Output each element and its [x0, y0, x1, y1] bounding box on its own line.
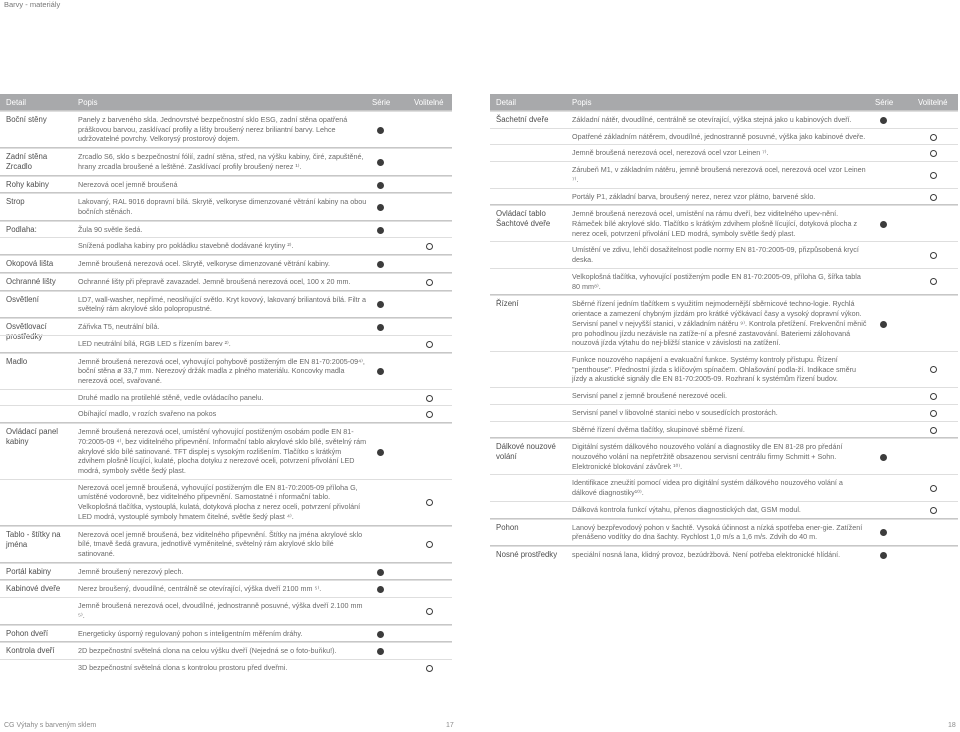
- standard-dot-icon: [377, 324, 384, 331]
- group-label: Zadní stěna Zrcadlo: [6, 152, 48, 172]
- header-detail: Detail: [496, 98, 516, 107]
- spec-group: [490, 518, 958, 545]
- group-label: Ovládací tablo Šachtové dveře: [496, 209, 551, 229]
- spec-group: [0, 317, 452, 351]
- optional-circle-icon: [930, 194, 937, 201]
- row-description: 3D bezpečnostní světelná clona s kontrolou prostoru před dveřmi.: [78, 663, 288, 673]
- row-description: Identifikace zneužití pomocí videa pro digitální systém dálkového nouzového volání a dálkové diagnostiky¹⁰⁾.: [572, 478, 843, 498]
- standard-dot-icon: [377, 204, 384, 211]
- row-description: Portály P1, základní barva, broušený nerez, nerez vzor plátno, barvené sklo.: [572, 191, 816, 201]
- standard-dot-icon: [377, 586, 384, 593]
- optional-circle-icon: [426, 341, 433, 348]
- standard-dot-icon: [880, 552, 887, 559]
- spec-row: [0, 255, 452, 272]
- spec-row: [490, 546, 958, 563]
- spec-row: [0, 335, 452, 352]
- spec-row: [490, 128, 958, 145]
- spec-row: [490, 421, 958, 438]
- row-description: Obíhající madlo, v rozích svařeno na pokos: [78, 409, 217, 419]
- spec-row: [490, 268, 958, 294]
- standard-dot-icon: [377, 261, 384, 268]
- spec-row: [490, 438, 958, 474]
- spec-group: [0, 352, 452, 423]
- standard-dot-icon: [377, 227, 384, 234]
- spec-row: [0, 642, 452, 659]
- standard-dot-icon: [377, 449, 384, 456]
- spec-group: [0, 175, 452, 193]
- row-description: Jemně broušená nerezová ocel, umístění vyhovující postiženým osobám podle EN 81-70:2005-09 ⁴⁾, bez viditelného připevnění. Informační tablo akrylové sklo bílé, světelný rám akrylové sklo bílé satinované. TFT displej s vysokým rozlišením. Tlačítko s krátkým zdvihem plošně lícující, kulaté, plocha dotyku z nerezové oceli, potvrzení přivolání LED modrá, symboly světle šedý plast.: [78, 427, 367, 475]
- row-description: LED neutrální bílá, RGB LED s řízením barev ²⁾.: [78, 338, 231, 348]
- group-label: Strop: [6, 197, 25, 207]
- spec-group: [0, 641, 452, 675]
- row-description: Jemně broušená nerezová ocel, vyhovující pohybově postiženým dle EN 81-70:2005-09⁴⁾, boční stěna ø 33,7 mm. Nerezový držák madla z plného materiálu. Koncovky madla nerezová ocel, svařované.: [78, 356, 365, 385]
- spec-group: [0, 110, 452, 147]
- group-label: Tablo - štítky na jména: [6, 529, 61, 549]
- optional-circle-icon: [930, 134, 937, 141]
- group-label: Madlo: [6, 356, 28, 366]
- spec-row: [0, 318, 452, 335]
- standard-dot-icon: [377, 631, 384, 638]
- group-label: Portál kabiny: [6, 566, 52, 576]
- optional-circle-icon: [930, 252, 937, 259]
- row-description: Opatřené základním nátěrem, dvoudílné, jednostranně posuvné, výška jako kabinové dveře.: [572, 131, 866, 141]
- spec-row: [0, 580, 452, 597]
- table-body: [490, 110, 958, 563]
- spec-row: [490, 387, 958, 404]
- group-label: Pohon: [496, 522, 519, 532]
- spec-row: [490, 519, 958, 545]
- spec-row: [0, 423, 452, 479]
- row-description: Základní nátěr, dvoudílné, centrálně se otevírající, výška stejná jako u kabinových dveří.: [572, 115, 852, 124]
- row-description: Zářivka T5, neutrální bílá.: [78, 322, 160, 332]
- table-header: [490, 94, 958, 110]
- row-description: Nerezová ocel jemně broušená: [78, 179, 178, 189]
- optional-circle-icon: [930, 278, 937, 285]
- row-description: Servisní panel z jemně broušené nerezové oceli.: [572, 391, 728, 401]
- row-description: Umístění ve zdivu, lehčí dosažitelnost podle normy EN 81-70:2005-09, přizpůsobená krycí deska.: [572, 245, 859, 265]
- spec-group: [0, 579, 452, 623]
- row-description: Lakovaný, RAL 9016 dopravní bílá. Skrytě, velkoryse dimenzované větrání kabiny na obou bočních stěnách.: [78, 197, 367, 217]
- spec-row: [490, 351, 958, 387]
- spec-group: [490, 110, 958, 204]
- row-description: Lanový bezpřevodový pohon v šachtě. Vysoká účinnost a nízká spotřeba ener-gie. Zatížení přenášeno vodítky do dna šachty. Rychlost 1,0 m/s a 1,6 m/s. Zdvih do 40 m.: [572, 522, 863, 542]
- spec-group: [0, 254, 452, 272]
- row-description: Druhé madlo na protilehlé stěně, vedle ovládacího panelu.: [78, 392, 264, 402]
- row-description: Jemně broušená nerezová ocel. Skrytě, velkoryse dimenzované větrání kabiny.: [78, 259, 330, 269]
- spec-row: [490, 111, 958, 128]
- spec-table-left: [0, 94, 452, 676]
- optional-circle-icon: [426, 243, 433, 250]
- row-description: Nerezová ocel jemně broušená, vyhovující postiženým dle EN 81-70:2005-09 příloha G, umístěné vodorovně, bez viditelného připevnění. Samostatné i nformační tablo. Velkoplošná tlačítka, vystouplá, kulatá, dotyková plocha z nerez oceli, potvrzení přivolání LED modrá, vystouplé symboly hmatem čitelné, světle šedý plast ⁴⁾.: [78, 482, 361, 521]
- row-description: Jemně broušená nerezová ocel, umístění na rámu dveří, bez viditelného upev-nění. Rámeček bílé akrylové sklo. Tlačítko s krátkým zdvihem plošně lícující, dotyková plocha z nerez oceli, potvrzení přivolání LED modrá, symboly světle šedý plast.: [572, 209, 858, 238]
- spec-group: [490, 294, 958, 437]
- row-description: Zrcadlo S6, sklo s bezpečnostní fólií, zadní stěna, střed, na výšku kabiny, čiré, zapuštěné, hrany zrcadla broušené a leštěné. Zasklívací profily broušený nerez ¹⁾.: [78, 152, 364, 171]
- group-label: Dálkové nouzové volání: [496, 442, 556, 462]
- spec-group: [490, 437, 958, 517]
- optional-circle-icon: [426, 665, 433, 672]
- spec-row: [490, 501, 958, 518]
- standard-dot-icon: [880, 454, 887, 461]
- standard-dot-icon: [880, 529, 887, 536]
- spec-row: [0, 353, 452, 389]
- standard-dot-icon: [377, 182, 384, 189]
- optional-circle-icon: [930, 150, 937, 157]
- spec-table-right: [490, 94, 958, 563]
- spec-row: [0, 148, 452, 174]
- row-description: Nerez broušený, dvoudílné, centrálně se otevírající, výška dveří 2100 mm ⁵⁾.: [78, 584, 322, 594]
- row-description: Panely z barveného skla. Jednovrstvé bezpečnostní sklo ESG, zadní stěna opatřená práškovou barvou, zasklívací profily a lišty broušený nerez briliantní barvy. Lehce udržovatelné povrchy. Velkorysý prostorový dojem.: [78, 115, 348, 144]
- spec-row: [490, 404, 958, 421]
- group-label: Pohon dveří: [6, 628, 49, 638]
- spec-group: [0, 272, 452, 290]
- row-description: Sběrné řízení jedním tlačítkem s využitím nejmodernější sběrnicové techno-logie. Rychlá orientace a zamezení chybným jízdám pro krátké výčkávací časy a vysoký dopravní výkon. Servisní panel v nejvyšší stanici, v základním nátěru ⁹⁾. Kontrola přetížení. Frekvenční měnič pro pohodlnou jízdu nezávisle na zatíže-ní a přesné zastavování. Bateriemi zálohovaná nouzová jízda výtahu do nej-bližší stanice v závislosti na zatížení.: [572, 299, 867, 348]
- standard-dot-icon: [377, 368, 384, 375]
- group-label: Okopová lišta: [6, 259, 54, 269]
- header-volitelne: Volitelné: [918, 98, 948, 107]
- standard-dot-icon: [377, 301, 384, 308]
- spec-group: [490, 204, 958, 294]
- spec-row: [0, 479, 452, 525]
- spec-row: [490, 161, 958, 187]
- optional-circle-icon: [930, 172, 937, 179]
- spec-row: [0, 176, 452, 193]
- spec-row: [0, 597, 452, 623]
- group-label: Ovládací panel kabiny: [6, 427, 59, 447]
- optional-circle-icon: [930, 485, 937, 492]
- optional-circle-icon: [426, 541, 433, 548]
- standard-dot-icon: [377, 127, 384, 134]
- row-description: Žula 90 světle šedá.: [78, 224, 143, 234]
- group-label: Kabinové dveře: [6, 584, 61, 594]
- spec-row: [0, 659, 452, 676]
- spec-row: [0, 405, 452, 422]
- group-label: Nosné prostředky: [496, 550, 558, 559]
- optional-circle-icon: [426, 279, 433, 286]
- row-description: Energeticky úsporný regulovaný pohon s inteligentním měřením dráhy.: [78, 628, 303, 638]
- group-label: Ochranné lišty: [6, 276, 56, 286]
- optional-circle-icon: [426, 395, 433, 402]
- standard-dot-icon: [880, 221, 887, 228]
- optional-circle-icon: [426, 411, 433, 418]
- spec-row: [0, 526, 452, 562]
- spec-row: [0, 111, 452, 147]
- standard-dot-icon: [377, 159, 384, 166]
- spec-row: [0, 193, 452, 219]
- standard-dot-icon: [377, 569, 384, 576]
- optional-circle-icon: [426, 499, 433, 506]
- optional-circle-icon: [930, 393, 937, 400]
- group-label: Rohy kabiny: [6, 179, 49, 189]
- page-title: Barvy - materiály: [4, 0, 61, 9]
- group-label: Boční stěny: [6, 115, 47, 124]
- row-description: Nerezová ocel jemně broušená, bez viditelného připevnění. Štítky na jména akrylové sklo bílé, tmavě šedá gravura, jednotlivě vyměnitelné, světelný rám akrylové sklo bílé satinované.: [78, 529, 363, 558]
- spec-group: [0, 147, 452, 174]
- standard-dot-icon: [880, 321, 887, 328]
- spec-group: [490, 545, 958, 563]
- row-description: Zárubeň M1, v základním nátěru, jemně broušená nerezová ocel, nerezová ocel vzor Leinen ⁷⁾.: [572, 165, 866, 184]
- row-description: Dálková kontrola funkcí výtahu, přenos diagnostických dat, GSM modul.: [572, 504, 801, 514]
- group-label: Kontrola dveří: [6, 646, 55, 656]
- spec-group: [0, 220, 452, 254]
- row-description: Jemně broušená nerezová ocel, nerezová ocel vzor Leinen ⁷⁾.: [572, 148, 769, 158]
- row-description: LD7, wall-washer, nepřímé, neoslňující světlo. Kryt kovový, lakovaný briliantová bílá. Filtr a světelný rám akrylové sklo polopropustné.: [78, 294, 367, 314]
- group-label: Řízení: [496, 299, 519, 309]
- row-description: Jemně broušená nerezová ocel, dvoudílné, jednostranně posuvné, výška dveří 2.100 mm ⁵⁾.: [78, 601, 363, 620]
- spec-row: [0, 237, 452, 254]
- spec-row: [490, 188, 958, 205]
- table-body: [0, 110, 452, 676]
- row-description: Funkce nouzového napájení a evakuační funkce. Systémy kontroly přístupu. Řízení "penthouse". Přednostní jízda s klíčovým spínačem. Ohlašování podla-ží. Indikace směru jízdy a akustické signály dle EN 81-70:2005-09. Rozhraní k systémům řízení budov.: [572, 354, 856, 384]
- group-label: Osvětlovací prostředky: [6, 322, 47, 342]
- header-popis: Popis: [78, 98, 98, 107]
- standard-dot-icon: [880, 117, 887, 124]
- spec-group: [0, 525, 452, 562]
- row-description: Snížená podlaha kabiny pro pokládku stavebně dodávané krytiny ²⁾.: [78, 241, 294, 251]
- group-label: Šachetní dveře: [496, 115, 549, 124]
- page-number-left: 17: [446, 722, 454, 729]
- row-description: Servisní panel v libovolné stanici nebo v sousedících prostorách.: [572, 407, 778, 417]
- spec-row: [490, 144, 958, 161]
- row-description: Velkoplošná tlačítka, vyhovující postiženým podle EN 81-70:2005-09, příloha G, šířka tabla 80 mm⁸⁾.: [572, 271, 861, 291]
- header-serie: Série: [875, 98, 894, 107]
- footer-title: CG Výtahy s barveným sklem: [4, 722, 97, 729]
- spec-row: [0, 389, 452, 406]
- row-description: Jemně broušený nerezový plech.: [78, 566, 184, 576]
- header-serie: Série: [372, 98, 391, 107]
- spec-row: [0, 273, 452, 290]
- optional-circle-icon: [930, 366, 937, 373]
- spec-group: [0, 422, 452, 524]
- spec-row: [0, 291, 452, 317]
- spec-row: [0, 221, 452, 238]
- header-popis: Popis: [572, 98, 592, 107]
- page-number-right: 18: [948, 722, 956, 729]
- spec-row: [490, 205, 958, 241]
- spec-row: [490, 295, 958, 351]
- row-description: speciální nosná lana, klidný provoz, bezúdržbová. Není potřeba elektronické hlídání.: [572, 550, 841, 559]
- optional-circle-icon: [426, 608, 433, 615]
- standard-dot-icon: [377, 648, 384, 655]
- spec-row: [490, 241, 958, 267]
- spec-row: [0, 563, 452, 580]
- spec-row: [0, 625, 452, 642]
- row-description: Sběrné řízení dvěma tlačítky, skupinové sběrné řízení.: [572, 424, 745, 434]
- spec-row: [490, 474, 958, 500]
- row-description: Ochranné lišty při přepravě zavazadel. Jemně broušená nerezová ocel, 100 x 20 mm.: [78, 276, 351, 286]
- group-label: Osvětlení: [6, 294, 39, 304]
- optional-circle-icon: [930, 427, 937, 434]
- optional-circle-icon: [930, 410, 937, 417]
- spec-group: [0, 624, 452, 642]
- table-header: [0, 94, 452, 110]
- header-volitelne: Volitelné: [414, 98, 444, 107]
- optional-circle-icon: [930, 507, 937, 514]
- header-detail: Detail: [6, 98, 26, 107]
- row-description: 2D bezpečnostní světelná clona na celou výšku dveří (Nejedná se o foto-buňku!).: [78, 646, 337, 656]
- spec-group: [0, 290, 452, 317]
- spec-group: [0, 192, 452, 219]
- spec-group: [0, 562, 452, 580]
- group-label: Podlaha:: [6, 224, 37, 234]
- row-description: Digitální systém dálkového nouzového volání a diagnostiky dle EN 81-28 pro předání nouzového volání na nepřetržitě obsazenou servisní centrálu firmy Schmitt + Sohn. Elektronické blokování závůrek ¹⁰⁾.: [572, 442, 843, 471]
